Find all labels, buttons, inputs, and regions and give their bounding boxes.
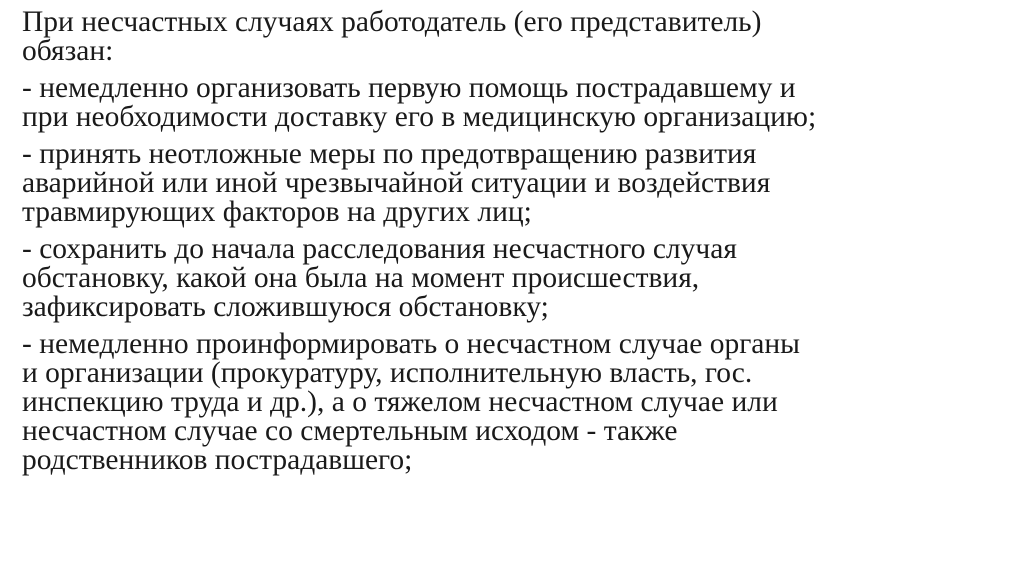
text-line: - сохранить до начала расследования несчастного случая	[22, 233, 737, 265]
text-line: травмирующих факторов на других лиц;	[22, 196, 532, 228]
slide-body-text	[22, 8, 1012, 483]
duty-urgent-measures	[22, 140, 1012, 227]
text-line: аварийной или иной чрезвычайной ситуации и воздействия	[22, 167, 771, 199]
text-line: и организации (прокуратуру, исполнительную власть, гос.	[22, 357, 753, 389]
text-line: родственников пострадавшего;	[22, 444, 413, 476]
text-line: - немедленно организовать первую помощь пострадавшему и	[22, 72, 796, 104]
text-line: инспекцию труда и др.), а о тяжелом несчастном случае или	[22, 386, 778, 418]
text-line: зафиксировать сложившуюся обстановку;	[22, 291, 549, 323]
intro-paragraph	[22, 8, 1012, 66]
duty-notify	[22, 330, 1012, 475]
text-line: при необходимости доставку его в медицинскую организацию;	[22, 101, 817, 133]
duty-preserve-scene	[22, 235, 1012, 322]
text-line: обязан:	[22, 35, 114, 67]
text-line: обстановку, какой она была на момент происшествия,	[22, 262, 700, 294]
text-line: несчастном случае со смертельным исходом - также	[22, 415, 678, 447]
text-line: При несчастных случаях работодатель (его представитель)	[22, 6, 762, 38]
text-line: - немедленно проинформировать о несчастном случае органы	[22, 328, 800, 360]
text-line: - принять неотложные меры по предотвращению развития	[22, 138, 757, 170]
duty-first-aid	[22, 74, 1012, 132]
